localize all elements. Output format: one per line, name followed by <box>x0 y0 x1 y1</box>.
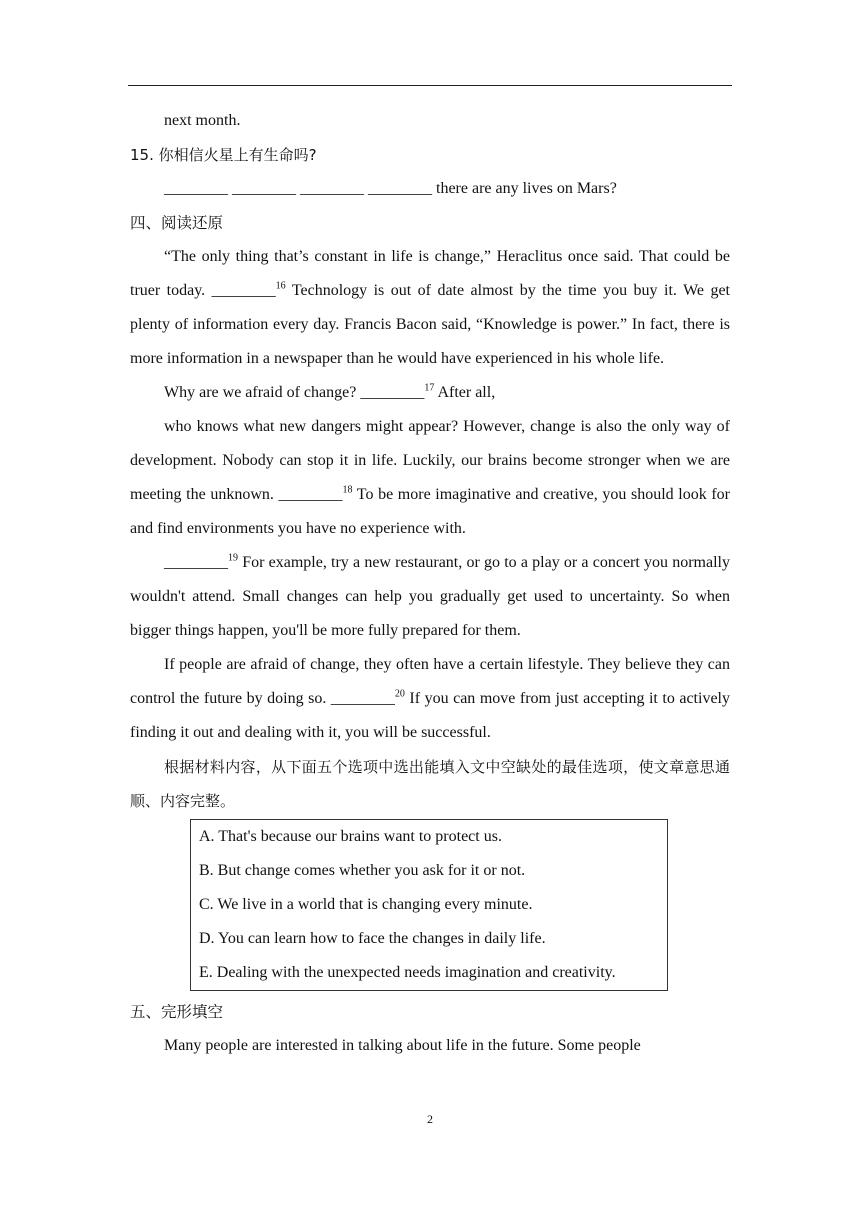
option-e: E. Dealing with the unexpected needs imagination and creativity. <box>199 964 616 981</box>
page-number: 2 <box>427 1112 433 1126</box>
blank-number-18: 18 <box>342 484 353 496</box>
paragraph-text: For example, try a new restaurant, or go to a play or a concert you normally wouldn't attend. Small changes can help you gradually get used to uncertainty. So when bigger things happen, you'll be more fully prepared for them. <box>130 554 730 639</box>
cloze-paragraph-1: Many people are interested in talking about life in the future. Some people <box>164 1037 641 1054</box>
reading-paragraph-5 <box>130 648 730 750</box>
continued-line: next month. <box>164 112 241 129</box>
paragraph-text: If people are afraid of change, they often have a certain lifestyle. They believe they can control the future by doing so. ________ <box>130 656 730 707</box>
option-b: B. But change comes whether you ask for it or not. <box>199 862 526 879</box>
paragraph-text: To be more imaginative and creative, you should look for and find environments you have no experience with. <box>130 486 731 537</box>
paragraph-text: Technology is out of date almost by the time you buy it. We get plenty of information every day. Francis Bacon said, “Knowledge is power.” In fact, there is more information in a newspaper than he would have experienced in his whole life. <box>130 282 731 367</box>
blank-number-20: 20 <box>394 688 405 700</box>
header-rule <box>128 85 732 86</box>
paragraph-text: After all, <box>434 384 496 401</box>
option-a: A. That's because our brains want to protect us. <box>199 828 502 845</box>
blank-number-17: 17 <box>424 382 435 394</box>
page-content <box>130 104 730 1063</box>
option-c: C. We live in a world that is changing every minute. <box>199 896 533 913</box>
blank-number-19: 19 <box>228 552 238 564</box>
option-d: D. You can learn how to face the changes in daily life. <box>199 930 546 947</box>
instruction-text: 根据材料内容，从下面五个选项中选出能填入文中空缺处的最佳选项，使文章意思通顺、内容完整。 <box>130 758 730 810</box>
paragraph-text: who knows what new dangers might appear? However, change is also the only way of development. Nobody can stop it in life. Luckily, our brains become stronger when we are meeting the unknown. ________ <box>130 418 730 503</box>
section-4-heading: 四、阅读还原 <box>130 214 224 232</box>
paragraph-text: Why are we afraid of change? ________ <box>164 384 425 401</box>
paragraph-text: “The only thing that’s constant in life is change,” Heraclitus once said. That could be truer today. ________ <box>130 248 730 299</box>
options-box <box>190 819 668 991</box>
paragraph-text: If you can move from just accepting it to actively finding it out and dealing with it, you will be successful. <box>130 690 730 741</box>
reading-paragraph-1 <box>130 240 730 376</box>
reading-paragraph-3 <box>130 410 730 546</box>
question-15-answer-line: ________ ________ ________ ________ there are any lives on Mars? <box>164 180 617 197</box>
reading-paragraph-4 <box>130 546 730 648</box>
section-5-heading: 五、完形填空 <box>130 1003 224 1021</box>
question-15-label: 15. 你相信火星上有生命吗? <box>130 146 317 164</box>
paragraph-text: ________ <box>164 554 228 571</box>
blank-number-16: 16 <box>275 280 286 292</box>
reading-paragraph-2 <box>130 376 730 410</box>
